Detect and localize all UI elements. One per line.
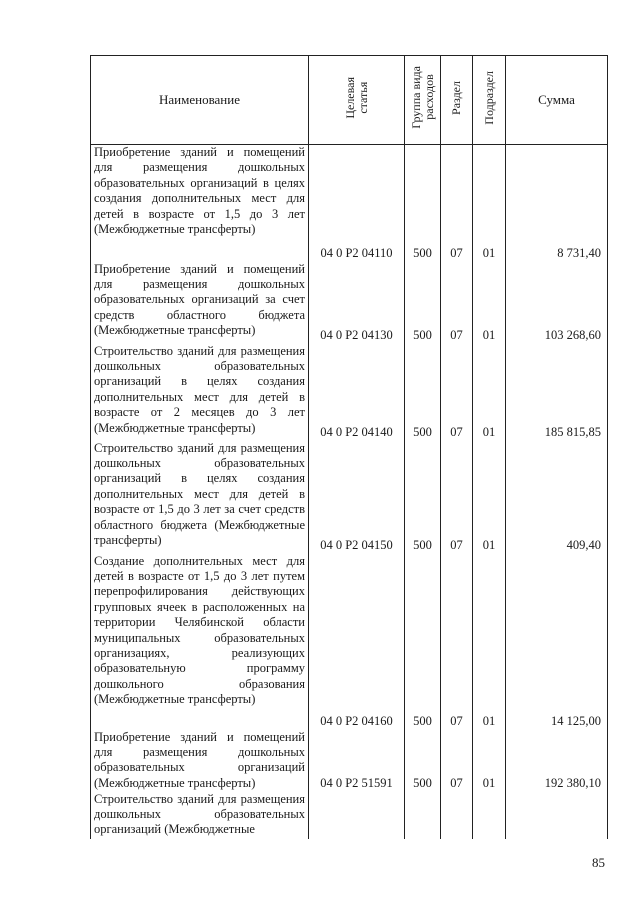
- row-section: 07: [441, 145, 473, 262]
- row-sum: 192 380,10: [506, 730, 608, 792]
- row-name: Строительство зданий для размещения дошкольных образовательных организаций в целях создания дополнительных мест для детей в возрасте от 1,5 до 3 лет за счет средств областного бюджета (Межбюджетные трансферты): [91, 441, 309, 554]
- row-sum: 409,40: [506, 441, 608, 554]
- row-group: [405, 792, 441, 839]
- row-subsection: 01: [473, 441, 506, 554]
- row-name: Строительство зданий для размещения дошкольных образовательных организаций в целях создания дополнительных мест для детей в возрасте от 2 месяцев до 3 лет (Межбюджетные трансферты): [91, 344, 309, 441]
- header-subsection: Подраздел: [473, 56, 506, 145]
- page-number: 85: [592, 855, 605, 870]
- row-subsection: 01: [473, 730, 506, 792]
- table-row: [91, 441, 608, 554]
- row-target: 04 0 P2 04150: [309, 441, 405, 554]
- row-target: 04 0 P2 04140: [309, 344, 405, 441]
- row-sum: 14 125,00: [506, 554, 608, 730]
- table-row: [91, 792, 608, 839]
- row-sum: [506, 792, 608, 839]
- row-subsection: [473, 792, 506, 839]
- row-sum: 8 731,40: [506, 145, 608, 262]
- row-subsection: 01: [473, 145, 506, 262]
- header-group: Группа вида расходов: [405, 56, 441, 145]
- row-sum: 185 815,85: [506, 344, 608, 441]
- table-row: [91, 145, 608, 262]
- row-target: 04 0 P2 04130: [309, 262, 405, 344]
- row-group: 500: [405, 344, 441, 441]
- table-header-row: [91, 56, 608, 145]
- row-name: Создание дополнительных мест для детей в возрасте от 1,5 до 3 лет путем перепрофилирования действующих групповых ячеек в расположенных на территории Челябинской области муниципальных образовательных организациях, реализующих образовательную программу дошкольного образования (Межбюджетные трансферты): [91, 554, 309, 730]
- row-section: 07: [441, 730, 473, 792]
- table-row: [91, 344, 608, 441]
- row-name: Строительство зданий для размещения дошкольных образовательных организаций (Межбюджетные: [91, 792, 309, 839]
- header-section: Раздел: [441, 56, 473, 145]
- row-group: 500: [405, 262, 441, 344]
- row-target: [309, 792, 405, 839]
- row-group: 500: [405, 554, 441, 730]
- row-target: 04 0 P2 04160: [309, 554, 405, 730]
- row-section: 07: [441, 554, 473, 730]
- row-group: 500: [405, 145, 441, 262]
- row-name: Приобретение зданий и помещений для размещения дошкольных образовательных организаций в целях создания дополнительных мест для детей в возрасте от 1,5 до 3 лет (Межбюджетные трансферты): [91, 145, 309, 262]
- row-section: 07: [441, 344, 473, 441]
- row-section: [441, 792, 473, 839]
- row-target: 04 0 P2 04110: [309, 145, 405, 262]
- table-row: [91, 730, 608, 792]
- row-subsection: 01: [473, 262, 506, 344]
- row-group: 500: [405, 441, 441, 554]
- row-section: 07: [441, 262, 473, 344]
- row-name: Приобретение зданий и помещений для размещения дошкольных образовательных организаций за счет средств областного бюджета (Межбюджетные трансферты): [91, 262, 309, 344]
- row-section: 07: [441, 441, 473, 554]
- row-target: 04 0 P2 51591: [309, 730, 405, 792]
- header-name: Наименование: [91, 56, 309, 145]
- row-subsection: 01: [473, 554, 506, 730]
- table-row: [91, 554, 608, 730]
- header-target: Целевая статья: [309, 56, 405, 145]
- row-sum: 103 268,60: [506, 262, 608, 344]
- header-sum: Сумма: [506, 56, 608, 145]
- row-subsection: 01: [473, 344, 506, 441]
- budget-table: [90, 55, 608, 839]
- table-row: [91, 262, 608, 344]
- row-group: 500: [405, 730, 441, 792]
- row-name: Приобретение зданий и помещений для размещения дошкольных образовательных организаций (Межбюджетные трансферты): [91, 730, 309, 792]
